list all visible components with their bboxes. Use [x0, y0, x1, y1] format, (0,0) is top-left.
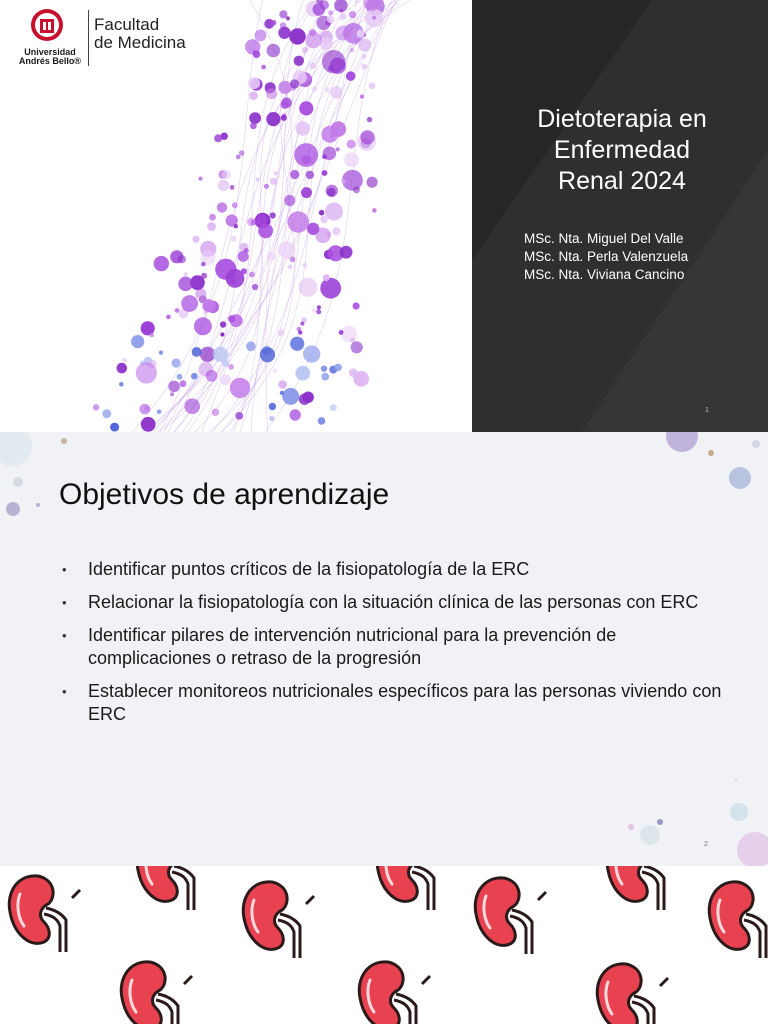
decorative-dot [354, 41, 358, 45]
kidney-icon [112, 954, 198, 1024]
decorative-dot [139, 404, 150, 415]
decorative-dot [220, 332, 224, 336]
decorative-dot [136, 362, 157, 383]
decorative-dot [191, 373, 198, 380]
decorative-dot [313, 3, 326, 16]
kidney-icon [588, 956, 674, 1024]
decorative-dot [192, 236, 199, 243]
decorative-dot [336, 26, 351, 41]
decorative-dot [93, 404, 99, 410]
decorative-dot [267, 252, 276, 261]
decorative-dot [321, 126, 338, 143]
author-name: MSc. Nta. Perla Valenzuela [524, 249, 689, 264]
objectives-list [62, 558, 722, 736]
decorative-dot [260, 347, 275, 362]
decorative-dot [236, 155, 241, 160]
decorative-dot [305, 32, 322, 49]
decorative-dot [212, 409, 220, 417]
decorative-dot [372, 208, 377, 213]
decorative-dot [290, 170, 299, 179]
decorative-dot [220, 374, 231, 385]
decorative-dot [264, 184, 269, 189]
author-name: MSc. Nta. Viviana Cancino [524, 267, 685, 282]
decorative-dot [269, 403, 276, 410]
decorative-dot [278, 241, 295, 258]
decorative-dot [230, 378, 250, 398]
decorative-dot [319, 210, 325, 216]
decorative-dot [312, 86, 317, 91]
decorative-dot [290, 409, 301, 420]
decorative-dot [119, 382, 124, 387]
decorative-dot [323, 274, 330, 281]
decorative-dot [110, 423, 119, 432]
decorative-dot [192, 347, 202, 357]
decorative-dot [266, 88, 277, 99]
title-slide [0, 0, 768, 432]
decorative-dot [256, 178, 260, 182]
decorative-dot [214, 134, 222, 142]
title-panel [472, 0, 768, 432]
decorative-dot [218, 180, 229, 191]
decorative-dot [178, 255, 186, 263]
logo-divider [88, 10, 89, 66]
decorative-dot [321, 373, 329, 381]
decorative-dot [183, 272, 187, 276]
decorative-dot [238, 251, 249, 262]
decorative-dot [339, 330, 344, 335]
decorative-dot [302, 47, 308, 53]
decorative-dot [248, 77, 260, 89]
decorative-dot [279, 10, 287, 18]
decorative-dot [327, 188, 336, 197]
decorative-dot [340, 246, 353, 259]
list-item: • Identificar pilares de intervención nutricional para la prevención de complicaciones o retraso de la progresión [62, 624, 722, 670]
decorative-dot [201, 273, 207, 279]
decorative-dot [282, 388, 299, 405]
decorative-dot [249, 91, 258, 100]
decorative-dot [131, 335, 144, 348]
decorative-dot [369, 82, 376, 89]
decorative-dot [159, 351, 163, 355]
university-emblem-icon [30, 8, 64, 44]
decorative-dot [230, 185, 235, 190]
kidney-icon [466, 870, 552, 956]
kidney-icon [350, 954, 436, 1024]
decorative-dot [178, 277, 193, 292]
decorative-dot [353, 302, 360, 309]
decorative-dot [353, 186, 360, 193]
decorative-dot [347, 140, 356, 149]
decorative-dot [172, 358, 181, 367]
decorative-dot [356, 30, 364, 38]
decorative-dot [330, 404, 337, 411]
kidney-icon [700, 874, 768, 960]
decorative-dot [141, 417, 156, 432]
decorative-dot [199, 177, 203, 181]
decorative-dot [334, 0, 347, 12]
decorative-dot [228, 315, 235, 322]
decorative-dot [325, 87, 330, 92]
kidney-pattern-slide [0, 866, 768, 1024]
slide-number: 1 [705, 407, 709, 414]
decorative-dot [222, 359, 229, 366]
decorative-dot [290, 337, 304, 351]
decorative-dot [299, 101, 313, 115]
decorative-dot [247, 218, 256, 227]
panel-shading [472, 0, 768, 432]
decorative-dot [351, 341, 363, 353]
decorative-dot [261, 65, 266, 70]
decorative-dot [184, 398, 200, 414]
university-name: Universidad Andrés Bello® [18, 47, 82, 66]
decorative-dot [220, 321, 226, 327]
decorative-dot [170, 392, 174, 396]
decorative-dot [280, 391, 284, 395]
decorative-dot [234, 224, 238, 228]
decorative-dot [344, 152, 359, 167]
decorative-dot [281, 115, 287, 121]
decorative-dot [294, 56, 304, 66]
list-item: • Identificar puntos críticos de la fisiopatología de la ERC [62, 558, 722, 581]
decorative-dot [350, 48, 354, 52]
decorative-dot [325, 203, 343, 221]
decorative-dot [269, 416, 274, 421]
decorative-dot [332, 227, 340, 235]
decorative-dot [273, 171, 277, 175]
decorative-dot [194, 317, 212, 335]
decorative-dot [320, 37, 333, 50]
decorative-dot [372, 16, 376, 20]
decorative-dot [288, 211, 309, 232]
decorative-dot [318, 417, 326, 425]
decorative-dot [256, 221, 260, 225]
decorative-dot [249, 112, 261, 124]
decorative-dot [102, 409, 111, 418]
objectives-slide [0, 432, 768, 866]
kidney-icon [0, 868, 86, 954]
decorative-dot [312, 309, 316, 313]
decorative-dot [296, 121, 310, 135]
decorative-dot [303, 263, 308, 268]
decorative-dot [307, 223, 319, 235]
decorative-dot [270, 212, 276, 218]
decorative-dot [341, 179, 345, 183]
decorative-dot [252, 284, 258, 290]
decorative-dot [181, 295, 198, 312]
decorative-dot [310, 62, 317, 69]
decorative-dot [226, 269, 245, 288]
decorative-dot [290, 79, 299, 88]
decorative-dot [360, 130, 374, 144]
decorative-dot [289, 28, 305, 44]
decorative-dot [301, 187, 312, 198]
decorative-dot [154, 256, 169, 271]
decorative-dot [322, 50, 345, 73]
decorative-dot [278, 27, 290, 39]
decorative-dot [267, 44, 281, 58]
decorative-dot [117, 363, 128, 374]
decorative-dot [270, 178, 277, 185]
decorative-dot [320, 216, 327, 223]
decorative-dot [175, 308, 180, 313]
decorative-dot [300, 322, 304, 326]
faculty-name: Facultad de Medicina [94, 15, 186, 52]
kidney-icon [598, 866, 684, 912]
authors-list [524, 230, 688, 284]
decorative-dot [346, 71, 356, 81]
decorative-dot [209, 214, 216, 221]
decorative-dot [294, 143, 318, 167]
decorative-dot [273, 369, 277, 373]
decorative-dot [217, 202, 227, 212]
decorative-dot [306, 171, 314, 179]
decorative-dot [206, 370, 218, 382]
kidney-icon [128, 866, 214, 912]
decorative-dot [253, 50, 258, 55]
decorative-dot [122, 358, 126, 362]
decorative-dot [322, 170, 328, 176]
decorative-dot [201, 262, 206, 267]
decorative-dot [367, 177, 378, 188]
author-name: MSc. Nta. Miguel Del Valle [524, 231, 684, 246]
decorative-dot [250, 122, 257, 129]
decorative-dot [202, 299, 215, 312]
decorative-dot [328, 10, 333, 15]
kidney-icon [368, 866, 454, 912]
decorative-dot [321, 366, 327, 372]
decorative-dot [278, 380, 287, 389]
decorative-dot [353, 371, 369, 387]
decorative-dot [157, 409, 162, 414]
decorative-dot [301, 367, 308, 374]
decorative-dot [362, 54, 367, 59]
decorative-dot [271, 20, 277, 26]
decorative-dot [207, 222, 216, 231]
list-item: • Establecer monitoreos nutricionales específicos para las personas viviendo con ERC [62, 680, 722, 726]
decorative-dot [246, 341, 256, 351]
university-logo [8, 8, 198, 70]
decorative-dot [303, 345, 320, 362]
decorative-dot [239, 150, 245, 156]
kidney-icon [234, 874, 320, 960]
decorative-dot [303, 392, 314, 403]
decorative-dot [361, 64, 367, 70]
decorative-dot [336, 147, 340, 151]
decorative-dot [323, 147, 337, 161]
decorative-dot [166, 315, 171, 320]
decorative-dot [284, 195, 295, 206]
decorative-dot [222, 170, 231, 179]
decorative-dot [168, 381, 180, 393]
decorative-dot [360, 95, 364, 99]
list-item: • Relacionar la fisiopatología con la situación clínica de las personas con ERC [62, 591, 722, 614]
decorative-dot [317, 305, 321, 309]
decorative-dot [340, 13, 347, 20]
decorative-dot [266, 112, 280, 126]
decorative-dot [334, 364, 342, 372]
decorative-dot [232, 202, 238, 208]
decorative-dot [249, 272, 255, 278]
presentation-title: Dietoterapia en Enfermedad Renal 2024 [537, 105, 707, 195]
slide-number: 2 [704, 841, 708, 848]
decorative-dot [180, 380, 187, 387]
decorative-dot [278, 81, 291, 94]
decorative-dot [228, 364, 234, 370]
decorative-dot [235, 412, 243, 420]
decorative-dot [255, 30, 267, 42]
decorative-dot [330, 86, 342, 98]
decorative-dot [278, 329, 285, 336]
decorative-dot [298, 278, 317, 297]
decorative-dot [231, 236, 237, 242]
decorative-dot [367, 117, 372, 122]
decorative-dot [320, 278, 341, 299]
decorative-dot [297, 327, 302, 332]
decorative-dot [327, 15, 335, 23]
decorative-dot [177, 374, 183, 380]
decorative-dot [281, 101, 289, 109]
decorative-dot [258, 224, 273, 239]
decorative-dot [288, 264, 293, 269]
decorative-dot [349, 11, 356, 18]
decorative-dot [316, 309, 321, 314]
slide-title: Objetivos de aprendizaje [59, 478, 390, 511]
decorative-dot [150, 333, 154, 337]
